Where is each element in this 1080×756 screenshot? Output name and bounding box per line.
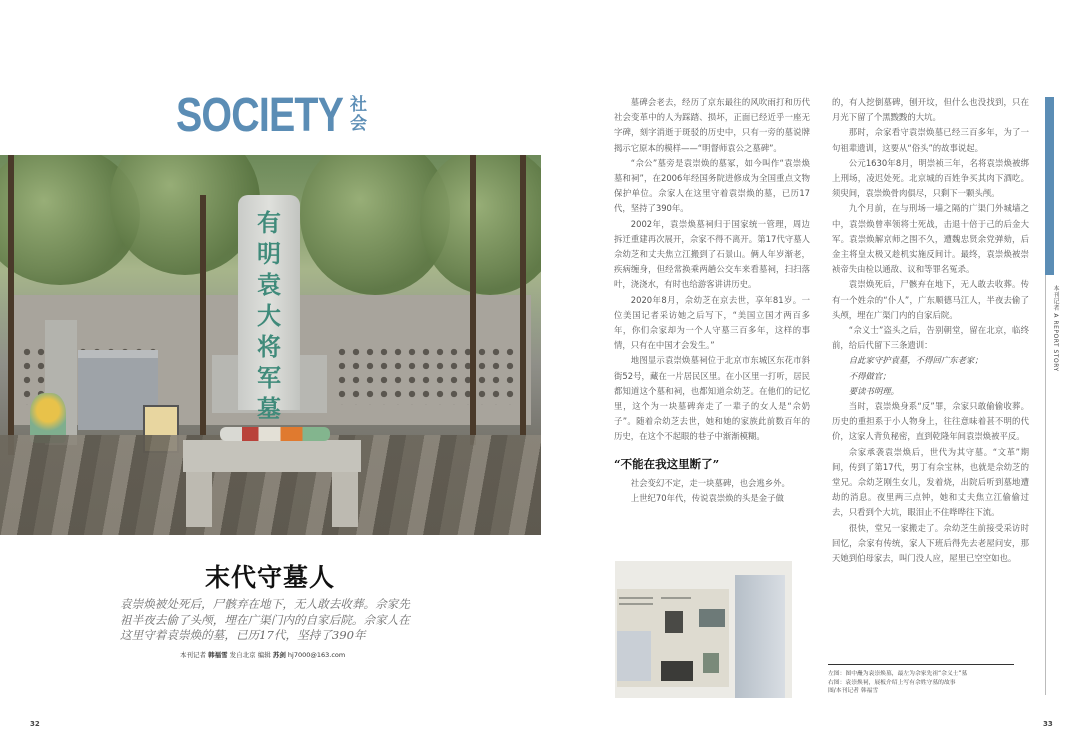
side-section-label: 本刊记者 A REPORT STORY [1052, 285, 1059, 372]
text-panel [617, 631, 651, 681]
verse-line: 自此家守护袁墓，不得回广东老家； [848, 355, 983, 366]
article-title: 末代守墓人 [204, 563, 335, 592]
paragraph: 那时，佘家看守袁崇焕墓已经三百多年，为了一句祖辈遗训，这要从“俗头”的故事说起。 [832, 127, 1029, 153]
photo-caption: 左图：图中矗为袁崇焕墓，最左为佘家先祖“佘义士”墓 右图：袁崇焕祠，展板介绍上写有佘姓守墓的故事 图/本刊记者 韩福雪 [828, 671, 968, 695]
exhibition-board [735, 575, 785, 698]
inset-photo-exhibition [615, 561, 792, 698]
article-column-1 [614, 95, 810, 506]
section-header [176, 89, 367, 142]
archive-photo [661, 661, 693, 681]
hero-photo-tomb [0, 155, 541, 535]
offering-altar [183, 440, 361, 472]
tree-trunk [520, 155, 526, 435]
offerings [220, 427, 330, 441]
portrait-photo [665, 611, 683, 633]
paragraph: 公元1630年8月，明崇祯三年，名将袁崇焕被绑上刑场，凌迟处死。北京城的百姓争买其肉下酒吃。须臾间，袁崇焕骨肉俱尽，只剩下一颗头颅。 [832, 157, 1029, 199]
paragraph: 佘家承袭袁崇焕后，世代为其守墓。“文革”期间，传到了第17代，男丁有佘宝林，也就是佘幼芝的堂兄。佘幼芝刚生女儿，发着烧，出院后听到墓地遭劫的消息。夜里两三点钟，她和丈夫焦立江偷偷过去，只看到个大坑，眼泪止不住哗哗往下流。 [832, 446, 1029, 518]
wall-lattice [335, 345, 515, 405]
paragraph: 上世纪70年代，传说袁崇焕的头是金子做 [630, 493, 784, 504]
paragraph: 的，有人挖倒墓碑，刨开坟，但什么也没找到，只在月光下留了个黑黢黢的大坑。 [832, 97, 1029, 123]
tree-trunk [470, 155, 476, 445]
section-title-en: SOCIETY [176, 89, 344, 142]
paragraph: 袁崇焕死后，尸骸弃在地下，无人敢去收葬。传有一个姓佘的“仆人”，广东顺德马江人，半夜去偷了头颅，埋在广渠门内的自家后院。 [832, 279, 1029, 320]
text-line [619, 603, 653, 605]
paragraph: 社会变幻不定，走一块墓碑，也会逃乡外。 [630, 477, 790, 488]
accent-bar [1045, 97, 1054, 275]
exhibition-panel [617, 589, 729, 687]
paragraph: 很快，堂兄一家搬走了。佘幼芝生前接受采访时回忆，佘家有传统，家人下班后得先去老屋问安，那天她到伯母家去，叫门没人应，屋里已空空如也。 [832, 522, 1029, 564]
paragraph: “佘公”墓旁是袁崇焕的墓冢，如今叫作“袁崇焕墓和祠”，在2006年经国务院进修成为全国重点文物保护单位。佘家人在这里守着袁崇焕的墓，已历17代，坚持了390年。 [614, 157, 810, 214]
tree-trunk [8, 155, 14, 455]
archive-photo [703, 653, 719, 673]
paragraph: 地图显示袁崇焕墓祠位于北京市东城区东花市斜街52号，藏在一片居民区里。在小区里一打听，居民都知道这个墓和祠，也都知道佘幼芝。在他们的记忆里，这个为一块墓碑奔走了一辈子的女人是“佘奶子”。随着佘幼芝去世，她和她的家族此前数百年的历史，在这个不起眼的巷子中渐渐模糊。 [614, 355, 810, 442]
verse-line: 不得做官； [848, 370, 891, 381]
section-title-cn: 社 会 [350, 95, 367, 134]
page-number-left: 32 [30, 720, 40, 728]
text-line [619, 597, 653, 599]
paragraph: “佘义士”盗头之后，告别朝堂，留在北京，临终前，给后代留下三条遗训： [832, 325, 1029, 351]
altar-leg [332, 472, 358, 527]
yuan-chonghuan-stele [238, 195, 300, 423]
paragraph: 墓碑会老去，经历了京东最往的风吹雨打和历代社会变革中的人为踩踏、损坏，正面已经近乎一座无字碑，刻字消逝于斑驳的历史中，只有一旁的墓说牌揭示它原本的模样——“明督师袁公之墓碑”。 [614, 97, 810, 153]
article-column-2 [832, 95, 1029, 566]
article-lede: 袁崇焕被处死后，尸骸弃在地下，无人敢去收葬。佘家先祖半夜去偷了头颅，埋在广渠门内的自家后院。佘家人在这里守着袁崇焕的墓，已历17代，坚持了390年 [120, 597, 410, 642]
paragraph: 2020年8月，佘幼芝在京去世，享年81岁。一位美国记者采访她之后写下，“美国立国才两百多年，你们佘家却为一个人守墓三百多年，这样的事情，只有在中国才会发生。” [614, 294, 810, 351]
byline: 本刊记者 韩福雪 发自北京 编辑 苏剑 hj7000@163.com [180, 651, 346, 659]
right-page [540, 0, 1080, 756]
page-number-right: 33 [1043, 720, 1053, 728]
paragraph: 2002年，袁崇焕墓祠归于国家统一管理，周边拆迁重建再次展开，佘家不得不离开。第17代守墓人佘幼芝和丈夫焦立江搬到了石景山。俩人年岁渐老，疾病缠身，但经常换乘两趟公交车来看墓祠，扫扫落叶，浇浇水，有时也给游客讲讲历史。 [614, 218, 810, 290]
altar-leg [186, 472, 212, 527]
subheading: “不能在我这里断了” [614, 456, 720, 471]
verse-line: 要读书明理。 [848, 385, 900, 396]
editor-email: hj7000@163.com [287, 651, 346, 659]
tree-trunk [200, 195, 206, 435]
paragraph: 九个月前，在与刑场一墙之隔的广渠门外城墙之中，袁崇焕曾率领将士死战，击退十倍于己的后金大军。袁崇焕解京师之围不久，遭魏忠贤余党弹劾，后金主将皇太极又趁机实施反间计。最终，袁崇焕被崇祯帝失由检以通敌、议和等罪名冤杀。 [832, 203, 1029, 275]
caption-divider [828, 664, 1014, 665]
text-line [661, 597, 691, 599]
building-photo [699, 609, 725, 627]
stele-inscription: 有明袁大将军墓 [257, 208, 281, 423]
paragraph: 当时，袁崇焕身系“反”罪，佘家只敢偷偷收葬。历史的重担系于小人物身上，往往意味着甚不明的代价，这家人背负秘密，直到乾隆年间袁崇焕被平反。 [832, 401, 1029, 442]
